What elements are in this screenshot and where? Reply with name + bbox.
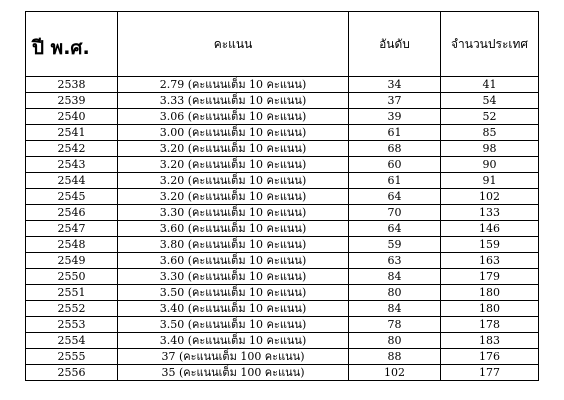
rank-cell: 64 — [349, 189, 441, 205]
country-count-cell: 90 — [441, 157, 539, 173]
year-cell: 2540 — [26, 109, 118, 125]
table-row — [26, 333, 539, 349]
table-row — [26, 269, 539, 285]
score-header: คะแนน — [118, 12, 349, 77]
score-cell: 3.33 (คะแนนเต็ม 10 คะแนน) — [118, 93, 349, 109]
score-cell: 3.50 (คะแนนเต็ม 10 คะแนน) — [118, 317, 349, 333]
rank-cell: 60 — [349, 157, 441, 173]
table-row — [26, 301, 539, 317]
country-count-cell: 52 — [441, 109, 539, 125]
year-cell: 2541 — [26, 125, 118, 141]
rank-header: อันดับ — [349, 12, 441, 77]
country-count-cell: 179 — [441, 269, 539, 285]
country-count-header: จำนวนประเทศ — [441, 12, 539, 77]
year-cell: 2553 — [26, 317, 118, 333]
country-count-cell: 85 — [441, 125, 539, 141]
table-row — [26, 237, 539, 253]
year-cell: 2547 — [26, 221, 118, 237]
score-cell: 3.20 (คะแนนเต็ม 10 คะแนน) — [118, 173, 349, 189]
year-cell: 2552 — [26, 301, 118, 317]
rank-cell: 84 — [349, 269, 441, 285]
year-cell: 2543 — [26, 157, 118, 173]
year-cell: 2549 — [26, 253, 118, 269]
country-count-cell: 146 — [441, 221, 539, 237]
table-row — [26, 173, 539, 189]
country-count-cell: 159 — [441, 237, 539, 253]
rank-cell: 61 — [349, 125, 441, 141]
country-count-cell: 41 — [441, 77, 539, 93]
score-cell: 3.80 (คะแนนเต็ม 10 คะแนน) — [118, 237, 349, 253]
rank-cell: 37 — [349, 93, 441, 109]
country-count-cell: 133 — [441, 205, 539, 221]
table-body — [26, 77, 539, 381]
score-cell: 3.60 (คะแนนเต็ม 10 คะแนน) — [118, 221, 349, 237]
rank-cell: 84 — [349, 301, 441, 317]
score-cell: 3.60 (คะแนนเต็ม 10 คะแนน) — [118, 253, 349, 269]
rank-cell: 59 — [349, 237, 441, 253]
year-cell: 2545 — [26, 189, 118, 205]
score-cell: 3.00 (คะแนนเต็ม 10 คะแนน) — [118, 125, 349, 141]
year-cell: 2554 — [26, 333, 118, 349]
country-count-cell: 163 — [441, 253, 539, 269]
year-cell: 2546 — [26, 205, 118, 221]
rank-cell: 78 — [349, 317, 441, 333]
rank-cell: 70 — [349, 205, 441, 221]
country-count-cell: 180 — [441, 301, 539, 317]
table-row — [26, 125, 539, 141]
score-table — [25, 11, 539, 381]
table-row — [26, 365, 539, 381]
table-row — [26, 253, 539, 269]
score-cell: 3.50 (คะแนนเต็ม 10 คะแนน) — [118, 285, 349, 301]
score-cell: 3.20 (คะแนนเต็ม 10 คะแนน) — [118, 157, 349, 173]
rank-cell: 80 — [349, 333, 441, 349]
rank-cell: 39 — [349, 109, 441, 125]
year-header: ปี พ.ศ. — [26, 12, 118, 77]
score-cell: 3.20 (คะแนนเต็ม 10 คะแนน) — [118, 141, 349, 157]
country-count-cell: 180 — [441, 285, 539, 301]
rank-cell: 34 — [349, 77, 441, 93]
year-cell: 2548 — [26, 237, 118, 253]
score-cell: 3.30 (คะแนนเต็ม 10 คะแนน) — [118, 205, 349, 221]
year-cell: 2555 — [26, 349, 118, 365]
year-cell: 2551 — [26, 285, 118, 301]
country-count-cell: 91 — [441, 173, 539, 189]
table-row — [26, 109, 539, 125]
table-row — [26, 189, 539, 205]
rank-cell: 88 — [349, 349, 441, 365]
country-count-cell: 176 — [441, 349, 539, 365]
score-cell: 3.40 (คะแนนเต็ม 10 คะแนน) — [118, 333, 349, 349]
score-cell: 3.06 (คะแนนเต็ม 10 คะแนน) — [118, 109, 349, 125]
rank-cell: 61 — [349, 173, 441, 189]
rank-cell: 68 — [349, 141, 441, 157]
country-count-cell: 183 — [441, 333, 539, 349]
score-cell: 3.20 (คะแนนเต็ม 10 คะแนน) — [118, 189, 349, 205]
year-cell: 2538 — [26, 77, 118, 93]
rank-cell: 102 — [349, 365, 441, 381]
rank-cell: 64 — [349, 221, 441, 237]
table-row — [26, 349, 539, 365]
year-cell: 2542 — [26, 141, 118, 157]
header-row — [26, 12, 539, 77]
table-row — [26, 157, 539, 173]
country-count-cell: 98 — [441, 141, 539, 157]
table-row — [26, 317, 539, 333]
score-cell: 3.30 (คะแนนเต็ม 10 คะแนน) — [118, 269, 349, 285]
rank-cell: 63 — [349, 253, 441, 269]
score-cell: 37 (คะแนนเต็ม 100 คะแนน) — [118, 349, 349, 365]
table-row — [26, 93, 539, 109]
table-row — [26, 205, 539, 221]
table-row — [26, 141, 539, 157]
table-row — [26, 77, 539, 93]
score-cell: 3.40 (คะแนนเต็ม 10 คะแนน) — [118, 301, 349, 317]
score-cell: 35 (คะแนนเต็ม 100 คะแนน) — [118, 365, 349, 381]
score-cell: 2.79 (คะแนนเต็ม 10 คะแนน) — [118, 77, 349, 93]
table-row — [26, 221, 539, 237]
country-count-cell: 102 — [441, 189, 539, 205]
table-row — [26, 285, 539, 301]
rank-cell: 80 — [349, 285, 441, 301]
country-count-cell: 54 — [441, 93, 539, 109]
year-cell: 2544 — [26, 173, 118, 189]
year-cell: 2556 — [26, 365, 118, 381]
year-cell: 2539 — [26, 93, 118, 109]
year-cell: 2550 — [26, 269, 118, 285]
country-count-cell: 178 — [441, 317, 539, 333]
country-count-cell: 177 — [441, 365, 539, 381]
